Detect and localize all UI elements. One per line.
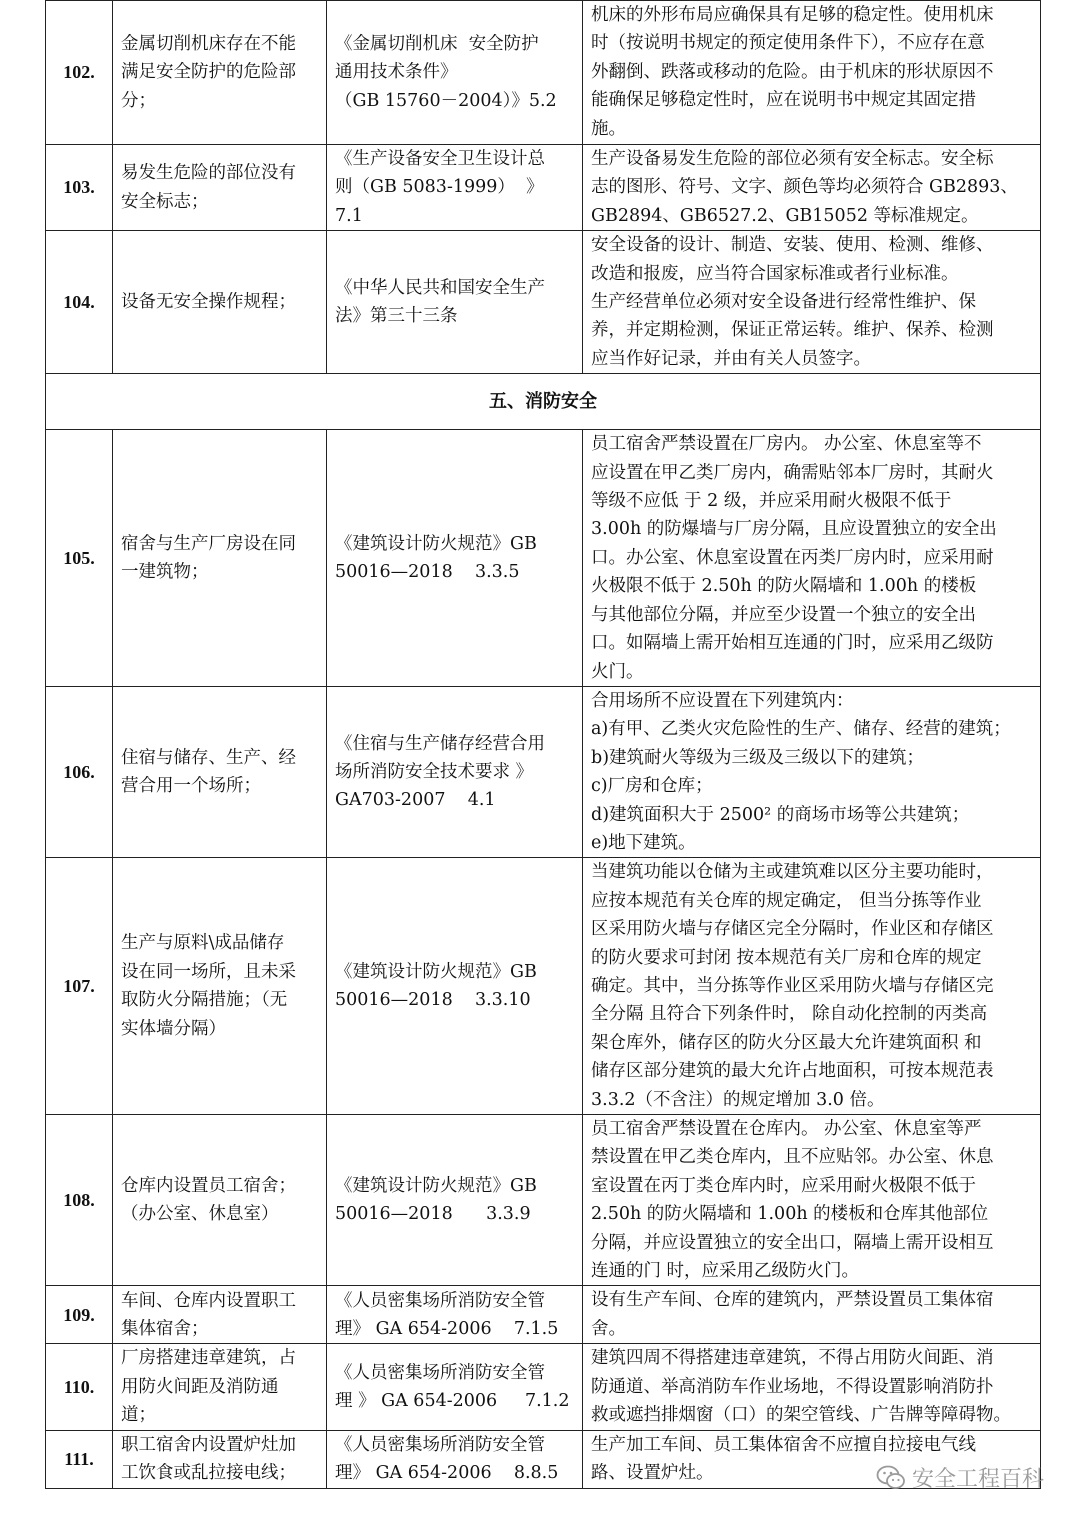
requirement-cell: 合用场所不应设置在下列建筑内： a)有甲、乙类火灾危险性的生产、储存、经营的建筑； b)建筑耐火等级为三级及三级以下的建筑； c)厂房和仓库； d)建筑面积大于 2500² 的商场市场等公共建筑； e)地下建筑。 — [583, 686, 1041, 857]
issue-cell: 住宿与储存、生产、经 营合用一个场所； — [113, 686, 327, 857]
row-number: 107. — [46, 858, 113, 1115]
basis-cell: 《金属切削机床 安全防护 通用技术条件》 （GB 15760－2004）》5.2 — [327, 1, 583, 145]
row-number: 102. — [46, 1, 113, 145]
table-row — [46, 430, 1041, 687]
basis-cell: 《住宿与生产储存经营合用 场所消防安全技术要求 》 GA703-2007 4.1 — [327, 686, 583, 857]
issue-cell: 宿舍与生产厂房设在同 一建筑物； — [113, 430, 327, 687]
row-number: 105. — [46, 430, 113, 687]
issue-cell: 车间、仓库内设置职工 集体宿舍； — [113, 1286, 327, 1344]
row-number: 104. — [46, 231, 113, 374]
issue-cell: 生产与原料\成品储存 设在同一场所，且未采 取防火分隔措施；（无 实体墙分隔） — [113, 858, 327, 1115]
requirement-cell: 生产设备易发生危险的部位必须有安全标志。安全标 志的图形、符号、文字、颜色等均必须符合 GB2893、 GB2894、GB6527.2、GB15052 等标准规定。 — [583, 145, 1041, 231]
basis-cell: 《建筑设计防火规范》GB 50016—2018 3.3.9 — [327, 1115, 583, 1286]
section-title: 五、消防安全 — [46, 374, 1041, 430]
requirement-cell: 当建筑功能以仓储为主或建筑难以区分主要功能时， 应按本规范有关仓库的规定确定， 但当分拣等作业 区采用防火墙与存储区完全分隔时，作业区和存储区 的防火要求可封闭 按本规范有关厂房和仓库的规定 确定。其中，当分拣等作业区采用防火墙与存储区完 全分隔 且符合下列条件时， 除自动化控制的丙类高 架仓库外，储存区的防火分区最大允许建筑面积 和 储存区部分建筑的最大允许占地面积，可按本规范表 3.3.2（不含注）的规定增加 3.0 倍。 — [583, 858, 1041, 1115]
requirement-cell: 员工宿舍严禁设置在厂房内。 办公室、休息室等不 应设置在甲乙类厂房内，确需贴邻本厂房时，其耐火 等级不应低 于 2 级，并应采用耐火极限不低于 3.00h 的防爆墙与厂房分隔，且应设置独立的安全出 口。办公室、休息室设置在丙类厂房内时，应采用耐 火极限不低于 2.50h 的防火隔墙和 1.00h 的楼板 与其他部位分隔，并应至少设置一个独立的安全出 口。如隔墙上需开始相互连通的门时，应采用乙级防 火门。 — [583, 430, 1041, 687]
table-row — [46, 1, 1041, 145]
issue-cell: 仓库内设置员工宿舍； （办公室、休息室） — [113, 1115, 327, 1286]
basis-cell: 《人员密集场所消防安全管 理》 GA 654-2006 7.1.5 — [327, 1286, 583, 1344]
watermark — [876, 1462, 1044, 1493]
issue-cell: 金属切削机床存在不能 满足安全防护的危险部 分； — [113, 1, 327, 145]
watermark-text: 安全工程百科 — [911, 1467, 1044, 1492]
section-row — [46, 374, 1041, 430]
table-row — [46, 858, 1041, 1115]
regulation-table — [45, 0, 1041, 1489]
table-row — [46, 1344, 1041, 1430]
row-number: 106. — [46, 686, 113, 857]
row-number: 111. — [46, 1430, 113, 1488]
issue-cell: 厂房搭建违章建筑，占 用防火间距及消防通 道； — [113, 1344, 327, 1430]
table-row — [46, 1286, 1041, 1344]
issue-cell: 职工宿舍内设置炉灶加 工饮食或乱拉接电线； — [113, 1430, 327, 1488]
basis-cell: 《中华人民共和国安全生产 法》第三十三条 — [327, 231, 583, 374]
requirement-cell: 机床的外形布局应确保具有足够的稳定性。使用机床 时（按说明书规定的预定使用条件下），不应存在意 外翻倒、跌落或移动的危险。由于机床的形状原因不 能确保足够稳定性时，应在说明书中规定其固定措 施。 — [583, 1, 1041, 145]
requirement-cell: 员工宿舍严禁设置在仓库内。 办公室、休息室等严 禁设置在甲乙类仓库内，且不应贴邻。办公室、休息 室设置在丙丁类仓库内时，应采用耐火极限不低于 2.50h 的防火隔墙和 1.00h 的楼板和仓库其他部位 分隔，并应设置独立的安全出口，隔墙上需开设相互 连通的门 时，应采用乙级防火门。 — [583, 1115, 1041, 1286]
table-row — [46, 231, 1041, 374]
requirement-cell: 安全设备的设计、制造、安装、使用、检测、维修、 改造和报废，应当符合国家标准或者行业标准。 生产经营单位必须对安全设备进行经常性维护、保 养，并定期检测，保证正常运转。维护、保养、检测 应当作好记录，并由有关人员签字。 — [583, 231, 1041, 374]
basis-cell: 《建筑设计防火规范》GB 50016—2018 3.3.5 — [327, 430, 583, 687]
row-number: 103. — [46, 145, 113, 231]
row-number: 108. — [46, 1115, 113, 1286]
table-row — [46, 686, 1041, 857]
basis-cell: 《人员密集场所消防安全管 理》 GA 654-2006 8.8.5 — [327, 1430, 583, 1488]
row-number: 110. — [46, 1344, 113, 1430]
issue-cell: 设备无安全操作规程； — [113, 231, 327, 374]
row-number: 109. — [46, 1286, 113, 1344]
table-row — [46, 145, 1041, 231]
table-row — [46, 1115, 1041, 1286]
issue-cell: 易发生危险的部位没有 安全标志； — [113, 145, 327, 231]
requirement-cell: 建筑四周不得搭建违章建筑，不得占用防火间距、消 防通道、举高消防车作业场地，不得设置影响消防扑 救或遮挡排烟窗（口）的架空管线、广告牌等障碍物。 — [583, 1344, 1041, 1430]
requirement-cell: 生产加工车间、员工集体宿舍不应擅自拉接电气线 路、设置炉灶。 — [583, 1430, 1041, 1488]
basis-cell: 《人员密集场所消防安全管 理 》 GA 654-2006 7.1.2 — [327, 1344, 583, 1430]
basis-cell: 《生产设备安全卫生设计总 则（GB 5083-1999） 》 7.1 — [327, 145, 583, 231]
requirement-cell: 设有生产车间、仓库的建筑内，严禁设置员工集体宿 舍。 — [583, 1286, 1041, 1344]
wechat-icon — [876, 1465, 906, 1491]
basis-cell: 《建筑设计防火规范》GB 50016—2018 3.3.10 — [327, 858, 583, 1115]
